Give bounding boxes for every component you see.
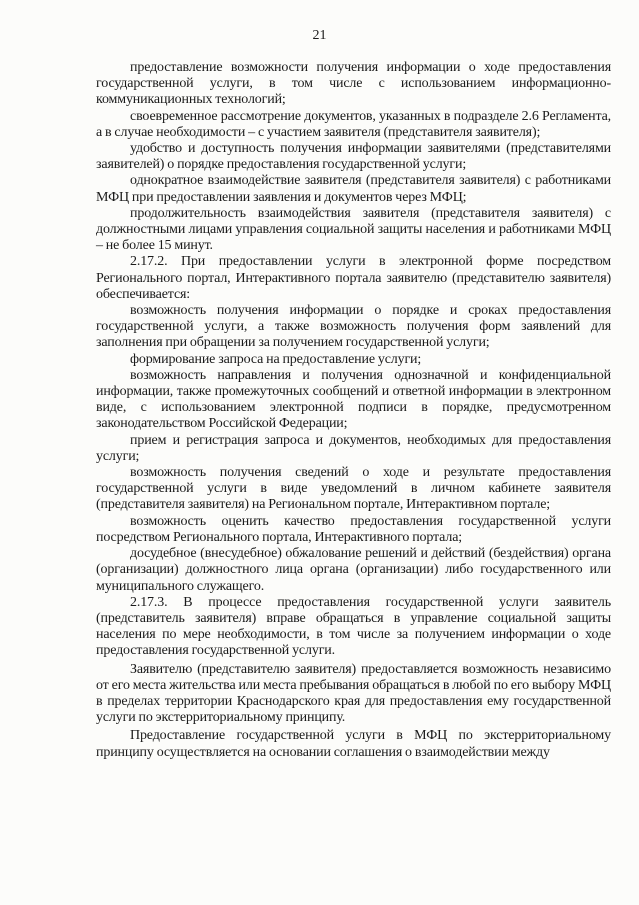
paragraph: 2.17.2. При предоставлении услуги в электронной форме посредством Регионального портал, Интерактивного портала заявителю (представителю заявителя) обеспечивается: — [96, 254, 611, 302]
paragraph: формирование запроса на предоставление услуги; — [130, 351, 422, 367]
paragraph: возможность оценить качество предоставления государственной услуги посредством Регионального портала, Интерактивного портала; — [96, 513, 611, 545]
paragraph: продолжительность взаимодействия заявителя (представителя заявителя) с должностными лицами управления социальной защиты населения и работниками МФЦ – не более 15 минут. — [96, 205, 611, 254]
paragraph: Заявителю (представителю заявителя) предоставляется возможность независимо от его места жительства или места пребывания обращаться в любой по его выбору МФЦ в пределах территории Краснодарского края для предоставления ему государственной услуги по экстерриториальному принципу. — [96, 661, 611, 726]
paragraph: 2.17.3. В процессе предоставления государственной услуги заявитель (представитель заявителя) вправе обращаться в управление социальной защиты населения по мере необходимости, в том числе за получением информации о ходе предоставления государственной услуги. — [96, 594, 611, 659]
paragraph: прием и регистрация запроса и документов, необходимых для предоставления услуги; — [96, 432, 611, 464]
paragraph: возможность получения информации о порядке и сроках предоставления государственной услуги, а также возможность получения форм заявлений для заполнения при обращении за получением государственной услуги; — [96, 303, 611, 351]
paragraph: своевременное рассмотрение документов, указанных в подразделе 2.6 Регламента, а в случае необходимости – с участием заявителя (представителя заявителя); — [96, 108, 611, 140]
page-number: 21 — [312, 28, 327, 43]
paragraph: однократное взаимодействие заявителя (представителя заявителя) с работниками МФЦ при предоставлении заявления и документов через МФЦ; — [96, 173, 611, 205]
paragraph: Предоставление государственной услуги в МФЦ по экстерриториальному принципу осуществляется на основании соглашения о взаимодействии между — [96, 728, 611, 760]
paragraph: возможность направления и получения однозначной и конфиденциальной информации, также промежуточных сообщений и ответной информации в электронном виде, с использованием электронной подписи в порядке, предусмотренном законодательством Российской Федерации; — [96, 367, 611, 432]
paragraph: удобство и доступность получения информации заявителями (представителями заявителей) о порядке предоставления государственной услуги; — [96, 141, 611, 173]
paragraph: досудебное (внесудебное) обжалование решений и действий (бездействия) органа (организации) должностного лица органа (организации) либо государственного или муниципального служащего. — [96, 546, 611, 594]
document-body — [96, 60, 611, 761]
paragraph: возможность получения сведений о ходе и результате предоставления государственной услуги в виде уведомлений в личном кабинете заявителя (представителя заявителя) на Региональном портале, Интерактивном портале; — [96, 465, 611, 513]
paragraph: предоставление возможности получения информации о ходе предоставления государственной услуги, в том числе с использованием информационно-коммуникационных технологий; — [96, 60, 611, 108]
